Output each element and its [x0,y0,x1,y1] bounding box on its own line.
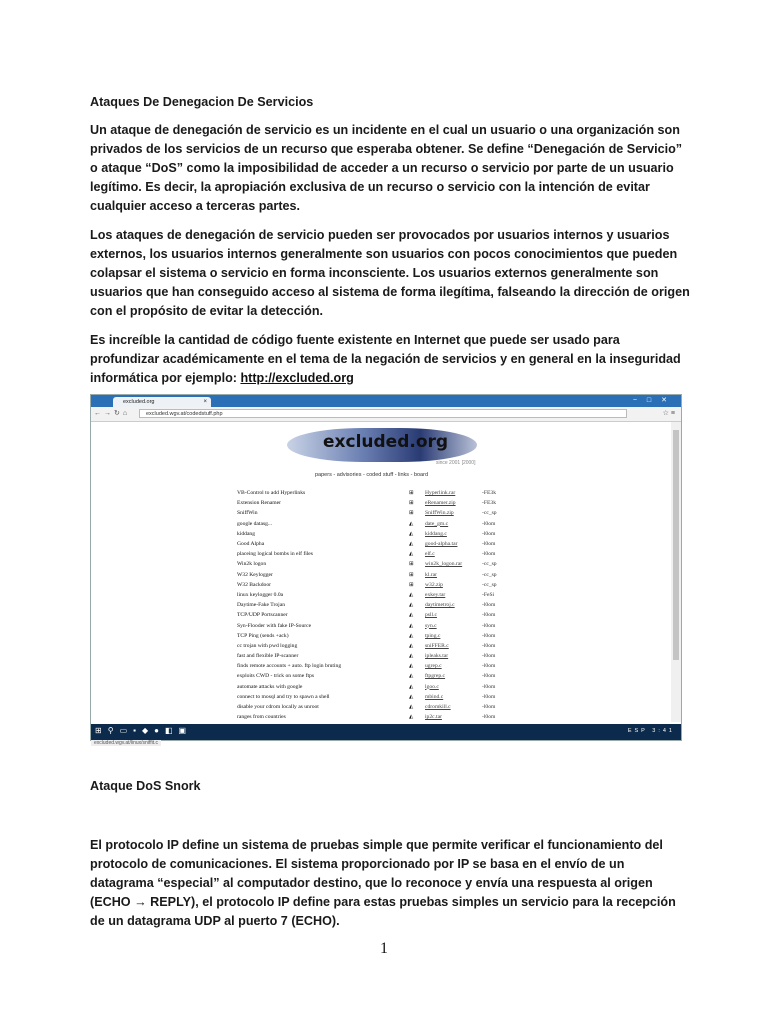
table-row [237,702,497,712]
windows-icon: ⊞ [409,561,414,568]
table-row [237,661,497,671]
file-link[interactable]: w32.zip [425,581,443,588]
file-author: -l0om [482,602,496,609]
excluded-logo [287,428,477,462]
file-name: exploits CWD - trick on some ftps [237,673,315,680]
table-row [237,620,497,630]
paragraph-ip-protocol: El protocolo IP define un sistema de pruebas simple que permite verificar el funcionamiento del protocolo de comunicaciones. El sistema proporcionado por IP se basa en el envío de un datagrama “especial” al computador destino, que lo reconoce y envía una respuesta al origen (ECHO → REPLY), el protocolo IP define para estas pruebas simples un servicio para la recepción de un datagrama UDP al puerto 7 (ECHO). [90,838,676,928]
windows-icon: ⊞ [409,500,414,507]
linux-icon: ◭ [409,683,414,690]
linux-icon: ◭ [409,602,414,609]
scrollbar-thumb[interactable] [673,430,679,660]
file-author: -l0om [482,551,496,558]
section-heading: Ataque DoS Snork [90,779,201,793]
start-icon[interactable]: ⊞⚲▭▪◆●◧▣ [95,726,193,735]
nav-buttons[interactable]: ←→↻⌂ [94,410,131,417]
linux-icon: ◭ [409,551,414,558]
linux-icon: ◭ [409,673,414,680]
table-row [237,498,497,508]
files-table [237,488,497,722]
file-link[interactable]: ugrep.c [425,663,442,670]
file-name: W32 Keylogger [237,571,273,578]
linux-icon: ◭ [409,693,414,700]
file-author: -cc_sp [482,581,497,588]
paragraph-users: Los ataques de denegación de servicio pueden ser provocados por usuarios internos y usuarios externos, los usuarios internos generalmente son usuarios con pocos conocimientos que pueden colapsar el sistema o servicio en forma inconsciente. Los usuarios externos generalmente son usuarios que han conseguido acceso al sistema de forma ilegítima, falseando la dirección de origen con el propósito de evitar la detección. [90,228,690,318]
file-link[interactable]: exkey.tar [425,591,446,598]
linux-icon: ◭ [409,622,414,629]
paragraph-intro: Un ataque de denegación de servicio es un incidente en el cual un usuario o una organización son privados de los servicios de un recurso que esperaba obtener. Se define “Denegación de Servicio” o ataque “DoS” como la imposibilidad de acceder a un recurso o servicio por parte de un usuario legítimo. Es decir, la apropiación exclusiva de un recurso o servicio con la intención de evitar cualquier acceso a terceras partes. [90,123,683,213]
file-name: connect to mosql and try to spawn a shell [237,693,330,700]
file-link[interactable]: daytimetroj.c [425,602,455,609]
windows-icon: ⊞ [409,510,414,517]
table-row [237,641,497,651]
file-link[interactable]: ftpgrep.c [425,673,446,680]
page-number: 1 [380,940,388,957]
linux-icon: ◭ [409,632,414,639]
browser-titlebar [91,395,681,407]
file-author: -l0om [482,653,496,660]
address-bar-row [91,407,681,422]
windows-icon: ⊞ [409,490,414,497]
file-link[interactable]: kiddang.c [425,530,447,537]
table-row [237,712,497,722]
page-title: Ataques De Denegacion De Servicios [90,95,314,109]
linux-icon: ◭ [409,591,414,598]
table-row [237,529,497,539]
logo-subtitle: since 2001 [2000] [436,460,476,466]
table-row [237,682,497,692]
linux-icon: ◭ [409,520,414,527]
clock: 3:41 [652,728,675,734]
paragraph-source-code-text: Es increíble la cantidad de código fuente existente en Internet que puede ser usado para profundizar académicamente en el tema de la negación de servicios y en general en la inseguridad informática por ejemplo: [90,333,681,385]
file-link[interactable]: tping.c [425,632,441,639]
file-name: Daytime-Fake Trojan [237,602,286,609]
windows-icon: ⊞ [409,571,414,578]
language-indicator: ESP [627,728,648,734]
file-author: -FE3k [482,500,496,507]
file-name: Win2k logon [237,561,267,568]
file-author: -l0om [482,530,496,537]
file-link[interactable]: elf.c [425,551,435,558]
file-link[interactable]: ipleaks.tar [425,653,449,660]
file-name: linux keylogger 0.0a [237,591,284,598]
file-author: -cc_sp [482,571,497,578]
file-link[interactable]: date_gm.c [425,520,449,527]
table-row [237,549,497,559]
file-name: cc trojan with pwd logging [237,642,298,649]
file-link[interactable]: cdromkill.c [425,704,451,711]
table-row [237,600,497,610]
windows-taskbar [91,724,681,740]
system-tray[interactable] [628,728,675,734]
url-field[interactable]: excluded.wgv.at/codedstuff.php [139,409,627,418]
file-author: -l0om [482,663,496,670]
file-author: -l0om [482,520,496,527]
linux-icon: ◭ [409,642,414,649]
file-name: TCP/UDP Portscanner [237,612,288,619]
file-link[interactable]: SniffWin.zip [425,510,454,517]
close-icon[interactable]: × [203,399,207,405]
file-name: ranges from countries [237,714,286,721]
file-name: Extension Renamer [237,500,281,507]
table-row [237,590,497,600]
file-author: -FE3k [482,490,496,497]
file-link[interactable]: mbind.c [425,693,444,700]
table-row [237,671,497,681]
file-author: -l0om [482,612,496,619]
file-name: Good Alpha [237,541,265,548]
table-row [237,631,497,641]
file-author: -l0om [482,622,496,629]
linux-icon: ◭ [409,530,414,537]
file-link[interactable]: sniFFER.c [425,642,449,649]
file-link[interactable]: Hyperlink.rar [425,490,456,497]
window-controls[interactable]: −□✕ [632,397,677,404]
linux-icon: ◭ [409,653,414,660]
file-name: google datasg... [237,520,273,527]
embedded-browser-screenshot [90,394,682,746]
menu-icon[interactable]: ☆≡ [662,410,677,417]
file-name: fast and flexible IP-scanner [237,653,299,660]
linux-icon: ◭ [409,704,414,711]
file-link[interactable]: psll.c [425,612,437,619]
file-name: kiddang [237,530,256,537]
file-author: -cc_sp [482,510,497,517]
table-row [237,519,497,529]
status-bar-url: excluded.wgv.at/linux/sniffit.c [91,740,161,746]
file-name: VB-Control to add Hyperlinks [237,490,306,497]
file-author: -l0om [482,714,496,721]
file-author: -l0om [482,632,496,639]
file-link[interactable]: syn.c [425,622,437,629]
windows-icon: ⊞ [409,581,414,588]
tab-title: excluded.org [123,399,155,405]
file-name: placeing logical bombs in elf files [237,551,313,558]
table-row [237,580,497,590]
file-author: -l0om [482,642,496,649]
file-author: -l0om [482,541,496,548]
file-link[interactable]: good-alpha.tar [425,541,458,548]
file-name: Syn-Flooder with fake IP-Source [237,622,312,629]
file-author: -l0om [482,683,496,690]
logo-text: excluded.org [323,432,449,452]
browser-tab[interactable] [113,397,211,407]
site-menu[interactable]: papers - advisories - coded stuff - links - board [315,472,429,478]
table-row [237,559,497,569]
paragraph-source-code [90,331,690,388]
file-link[interactable]: win2k_logon.rar [425,561,463,568]
file-link[interactable]: lgoo.c [425,683,439,690]
file-author: -cc_sp [482,561,497,568]
table-row [237,610,497,620]
excluded-link[interactable]: http://excluded.org [240,371,354,385]
scrollbar[interactable] [671,422,681,722]
file-author: -l0om [482,693,496,700]
file-author: -FeSi [482,591,495,598]
linux-icon: ◭ [409,541,414,548]
table-row [237,539,497,549]
linux-icon: ◭ [409,612,414,619]
file-name: finds remote accounts + auto. ftp login bruting [237,663,342,670]
linux-icon: ◭ [409,714,414,721]
file-name: disable your cdrom locally as unroot [237,704,319,711]
file-link[interactable]: kl.rar [425,571,437,578]
file-author: -l0om [482,704,496,711]
table-row [237,488,497,498]
table-row [237,570,497,580]
file-name: automate attacks with google [237,683,303,690]
file-name: SniffWin [237,510,258,517]
table-row [237,508,497,518]
file-name: W32 Backdoor [237,581,272,588]
linux-icon: ◭ [409,663,414,670]
file-link[interactable]: ip2c.tar [425,714,442,721]
table-row [237,692,497,702]
table-row [237,651,497,661]
file-link[interactable]: eRenamer.zip [425,500,456,507]
file-author: -l0om [482,673,496,680]
file-name: TCP Ping (sends +ack) [237,632,289,639]
